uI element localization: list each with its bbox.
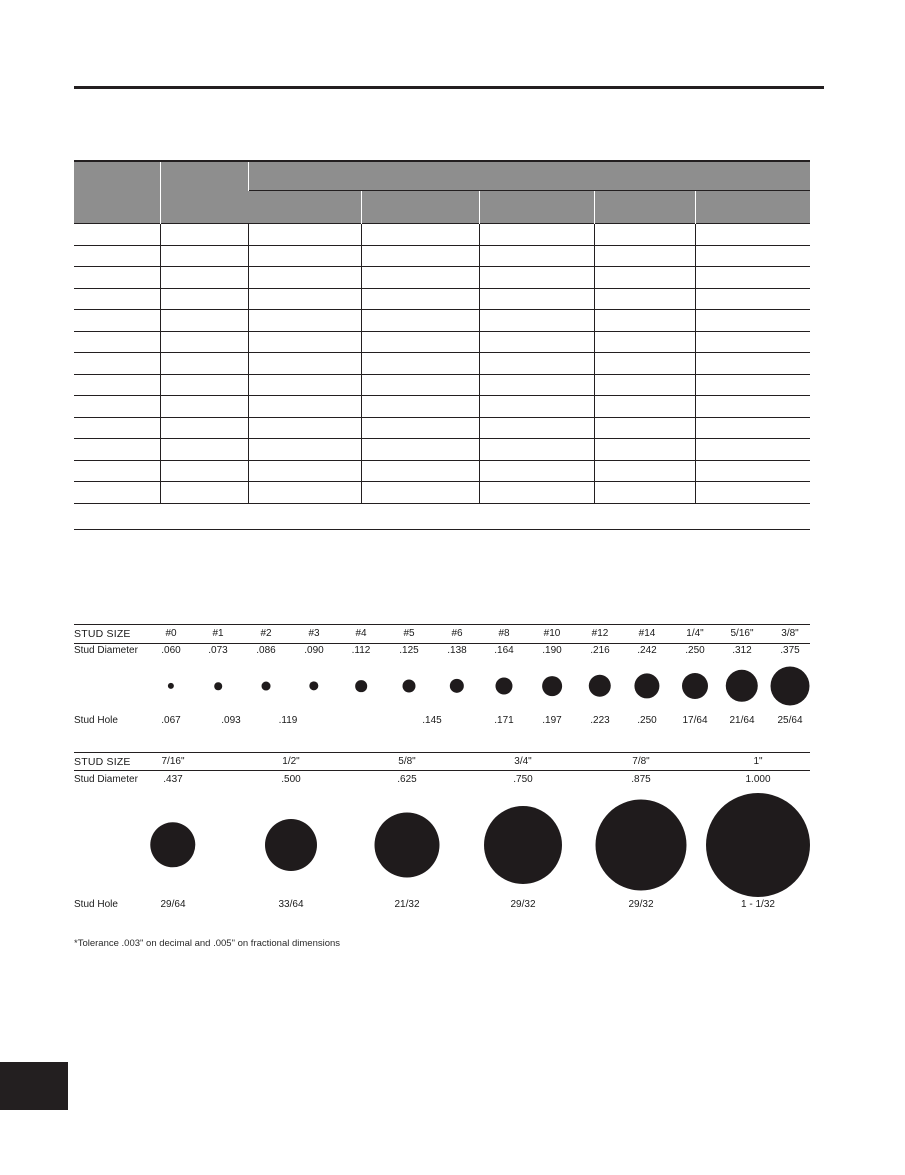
stud-size-value: #0 — [165, 628, 177, 639]
tolerance-footnote: *Tolerance .003" on decimal and .005" on fractional dimensions — [74, 938, 341, 949]
table-cell — [479, 331, 594, 353]
stud-circle — [168, 683, 174, 689]
table-cell — [695, 288, 810, 310]
stud-diameter-value: .500 — [281, 774, 301, 785]
stud-size-value: #4 — [355, 628, 367, 639]
table-cell — [594, 331, 695, 353]
table-cell — [248, 353, 361, 375]
table-cell — [479, 353, 594, 375]
top-rule — [74, 86, 824, 89]
table-cell — [695, 482, 810, 504]
table-cell — [160, 331, 248, 353]
table-cell — [74, 482, 160, 504]
chart-b-hole-row — [74, 897, 810, 913]
table-cell — [160, 460, 248, 482]
stud-size-value: #6 — [451, 628, 463, 639]
stud-diameter-value: .625 — [397, 774, 417, 785]
chart-a-hole-row — [74, 713, 810, 729]
table-row — [74, 267, 810, 289]
stud-circle — [726, 670, 758, 702]
stud-diameter-value: .216 — [590, 645, 610, 656]
stud-circle — [706, 793, 810, 897]
stud-diameter-label: Stud Diameter — [74, 645, 138, 656]
table-cell — [248, 396, 361, 418]
table-cell — [160, 353, 248, 375]
table-cell — [248, 224, 361, 246]
stud-circle — [495, 677, 512, 694]
table-cell — [695, 224, 810, 246]
table-cell — [361, 482, 479, 504]
table-cell — [695, 460, 810, 482]
table-row — [74, 396, 810, 418]
table-cell — [695, 331, 810, 353]
table-cell — [74, 396, 160, 418]
stud-hole-value: 29/64 — [160, 899, 186, 910]
header-cell — [479, 191, 594, 224]
stud-diameter-label: Stud Diameter — [74, 774, 138, 785]
table-cell — [74, 288, 160, 310]
stud-size-value: 3/8" — [781, 628, 799, 639]
table-cell — [479, 374, 594, 396]
table-cell — [479, 460, 594, 482]
stud-diameter-value: .073 — [208, 645, 228, 656]
stud-size-value: #5 — [403, 628, 415, 639]
table-cell — [160, 482, 248, 504]
table-row — [74, 417, 810, 439]
stud-circle — [484, 806, 562, 884]
table-row — [74, 245, 810, 267]
table-cell — [594, 439, 695, 461]
table-cell — [479, 417, 594, 439]
stud-circle — [355, 680, 367, 692]
header-cell — [361, 191, 479, 224]
stud-hole-value: .171 — [494, 715, 514, 726]
stud-diameter-value: .060 — [161, 645, 181, 656]
table-row — [74, 374, 810, 396]
stud-circle — [450, 679, 464, 693]
stud-size-value: 5/16" — [730, 628, 754, 639]
stud-hole-value: 25/64 — [777, 715, 803, 726]
table-cell — [248, 331, 361, 353]
table-cell — [594, 288, 695, 310]
page-tab — [0, 1062, 68, 1110]
chart-a-size-row — [74, 626, 810, 642]
stud-circle — [265, 819, 317, 871]
stud-circle — [214, 682, 222, 690]
stud-diameter-value: .125 — [399, 645, 419, 656]
section-rule — [74, 529, 810, 530]
stud-size-label: STUD SIZE — [74, 756, 131, 768]
stud-diameter-value: .375 — [780, 645, 800, 656]
stud-hole-value: 21/32 — [394, 899, 420, 910]
table-cell — [594, 267, 695, 289]
table-cell — [361, 288, 479, 310]
table-cell — [695, 417, 810, 439]
table-cell — [160, 439, 248, 461]
table-cell — [74, 224, 160, 246]
table-row — [74, 331, 810, 353]
table-cell — [74, 331, 160, 353]
table-cell — [248, 439, 361, 461]
table-cell — [74, 417, 160, 439]
table-cell — [160, 245, 248, 267]
stud-hole-value: .067 — [161, 715, 181, 726]
header-cell — [695, 191, 810, 224]
table-cell — [248, 417, 361, 439]
table-cell — [479, 224, 594, 246]
table-cell — [74, 245, 160, 267]
stud-circle — [596, 800, 687, 891]
stud-diameter-value: .312 — [732, 645, 752, 656]
stud-circle — [403, 680, 416, 693]
chart-b-top-rule — [74, 752, 810, 753]
stud-hole-value: .145 — [422, 715, 442, 726]
table-cell — [594, 353, 695, 375]
table-cell — [594, 460, 695, 482]
table-cell — [695, 353, 810, 375]
table-cell — [594, 417, 695, 439]
table-cell — [74, 310, 160, 332]
table-cell — [695, 245, 810, 267]
table-cell — [594, 245, 695, 267]
stud-hole-value: 17/64 — [682, 715, 708, 726]
table-cell — [479, 267, 594, 289]
stud-size-value: 3/4" — [514, 756, 532, 767]
stud-size-value: 7/16" — [161, 756, 185, 767]
stud-hole-value: 1 - 1/32 — [741, 899, 775, 910]
stud-hole-value: .197 — [542, 715, 562, 726]
spec-table-body — [74, 224, 810, 504]
table-cell — [160, 288, 248, 310]
stud-size-value: #2 — [260, 628, 272, 639]
stud-hole-value: .223 — [590, 715, 610, 726]
stud-diameter-value: .250 — [685, 645, 705, 656]
stud-diameter-value: .437 — [163, 774, 183, 785]
table-cell — [594, 310, 695, 332]
chart-a-top-rule — [74, 624, 810, 625]
stud-size-value: 1" — [753, 756, 763, 767]
table-cell — [248, 374, 361, 396]
table-cell — [479, 439, 594, 461]
stud-hole-label: Stud Hole — [74, 715, 118, 726]
stud-diameter-value: .750 — [513, 774, 533, 785]
stud-size-value: #3 — [308, 628, 320, 639]
stud-hole-label: Stud Hole — [74, 899, 118, 910]
stud-circle — [262, 682, 271, 691]
table-cell — [695, 267, 810, 289]
table-cell — [74, 460, 160, 482]
table-cell — [361, 331, 479, 353]
table-cell — [479, 396, 594, 418]
table-cell — [248, 288, 361, 310]
stud-size-value: 1/2" — [282, 756, 300, 767]
stud-diameter-value: .086 — [256, 645, 276, 656]
table-cell — [361, 224, 479, 246]
table-cell — [479, 245, 594, 267]
stud-hole-value: .119 — [278, 715, 298, 726]
stud-hole-value: .093 — [221, 715, 241, 726]
stud-size-value: 1/4" — [686, 628, 704, 639]
chart-b-diameter-row — [74, 772, 810, 788]
table-row — [74, 439, 810, 461]
table-cell — [248, 310, 361, 332]
stud-size-value: 5/8" — [398, 756, 416, 767]
stud-circle — [150, 822, 195, 867]
header-cell — [74, 161, 160, 224]
table-cell — [160, 396, 248, 418]
table-cell — [74, 267, 160, 289]
stud-size-value: #1 — [212, 628, 224, 639]
table-cell — [74, 353, 160, 375]
table-cell — [594, 224, 695, 246]
stud-diameter-value: .138 — [447, 645, 467, 656]
stud-circle — [682, 673, 708, 699]
table-cell — [160, 417, 248, 439]
table-row — [74, 310, 810, 332]
chart-b-header-rule — [74, 770, 810, 771]
stud-size-value: #14 — [638, 628, 656, 639]
stud-diameter-value: .164 — [494, 645, 514, 656]
table-cell — [361, 245, 479, 267]
stud-circle — [634, 673, 659, 698]
table-row — [74, 224, 810, 246]
table-cell — [160, 224, 248, 246]
table-cell — [695, 396, 810, 418]
table-cell — [248, 267, 361, 289]
stud-diameter-value: .242 — [637, 645, 657, 656]
stud-diameter-value: .190 — [542, 645, 562, 656]
table-cell — [361, 417, 479, 439]
chart-b-size-row — [74, 754, 810, 770]
table-cell — [74, 439, 160, 461]
table-cell — [594, 396, 695, 418]
stud-size-label: STUD SIZE — [74, 628, 131, 640]
table-cell — [695, 310, 810, 332]
table-cell — [160, 267, 248, 289]
stud-circle — [375, 813, 440, 878]
table-cell — [361, 396, 479, 418]
stud-size-value: #10 — [543, 628, 561, 639]
table-row — [74, 353, 810, 375]
stud-diameter-value: .875 — [631, 774, 651, 785]
stud-size-value: 7/8" — [632, 756, 650, 767]
table-cell — [479, 288, 594, 310]
table-cell — [361, 374, 479, 396]
stud-size-value: #12 — [591, 628, 609, 639]
chart-a-diameter-row — [74, 643, 810, 659]
table-cell — [695, 374, 810, 396]
table-cell — [248, 460, 361, 482]
table-cell — [479, 482, 594, 504]
header-cell — [594, 191, 695, 224]
stud-diameter-value: .112 — [351, 645, 371, 656]
table-row — [74, 460, 810, 482]
spec-table — [74, 160, 810, 504]
table-cell — [160, 310, 248, 332]
table-row — [74, 288, 810, 310]
table-cell — [361, 460, 479, 482]
table-cell — [361, 267, 479, 289]
stud-circle — [542, 676, 562, 696]
table-cell — [74, 374, 160, 396]
header-cell — [160, 161, 248, 224]
stud-hole-value: 33/64 — [278, 899, 304, 910]
table-cell — [160, 374, 248, 396]
table-cell — [594, 482, 695, 504]
stud-diameter-value: .090 — [304, 645, 324, 656]
stud-hole-value: .250 — [637, 715, 657, 726]
table-cell — [695, 439, 810, 461]
stud-hole-value: 21/64 — [729, 715, 755, 726]
table-cell — [248, 245, 361, 267]
table-cell — [361, 353, 479, 375]
table-cell — [479, 310, 594, 332]
stud-hole-value: 29/32 — [628, 899, 654, 910]
table-cell — [248, 482, 361, 504]
stud-circle — [771, 667, 810, 706]
table-cell — [361, 439, 479, 461]
stud-hole-value: 29/32 — [510, 899, 536, 910]
stud-circle — [589, 675, 611, 697]
stud-size-value: #8 — [498, 628, 510, 639]
stud-circle — [309, 681, 318, 690]
stud-diameter-value: 1.000 — [745, 774, 771, 785]
table-cell — [361, 310, 479, 332]
header-cell — [248, 191, 361, 224]
table-cell — [594, 374, 695, 396]
table-row — [74, 482, 810, 504]
group-header-cell — [248, 161, 810, 191]
